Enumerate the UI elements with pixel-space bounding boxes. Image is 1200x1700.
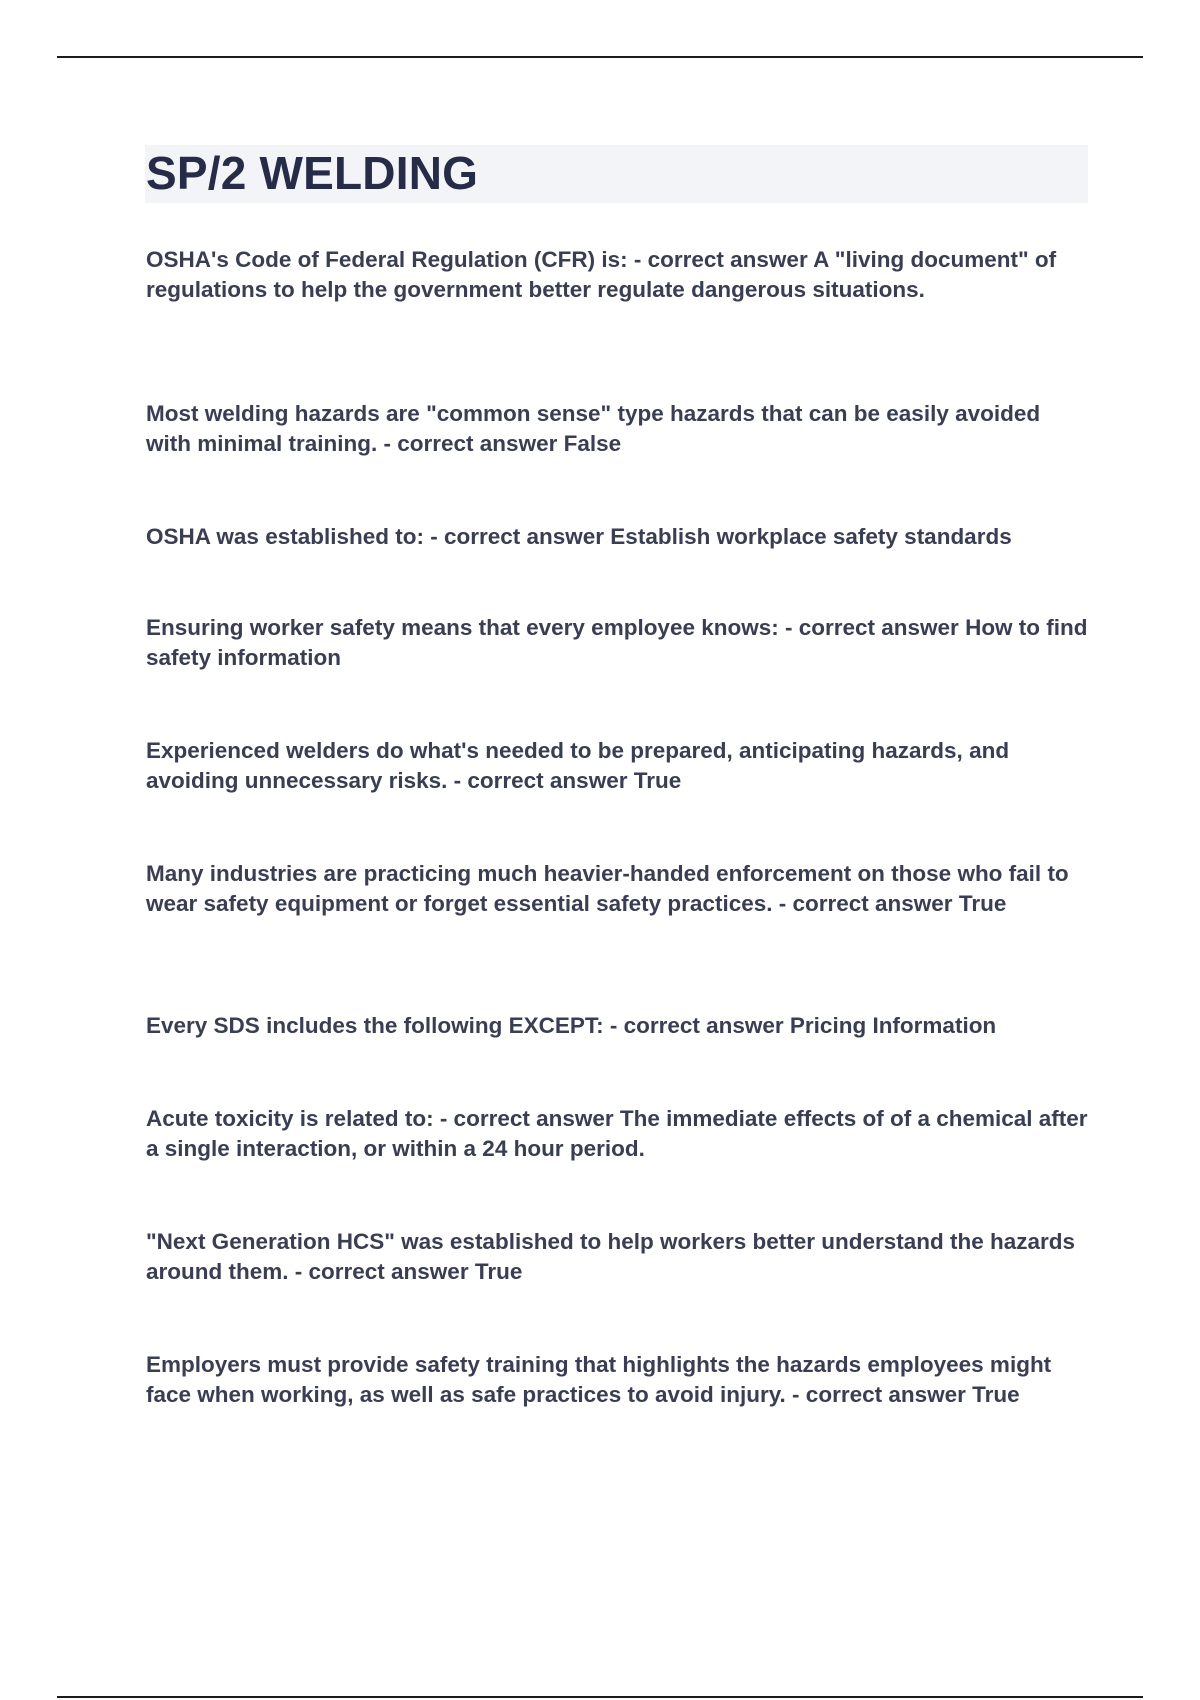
qa-item: Experienced welders do what's needed to be prepared, anticipating hazards, and avoiding unnecessary risks. - correct answer True bbox=[146, 738, 1010, 793]
qa-item: Ensuring worker safety means that every employee knows: - correct answer How to find safety information bbox=[146, 615, 1088, 670]
qa-item: Employers must provide safety training that highlights the hazards employees might face when working, as well as safe practices to avoid injury. - correct answer True bbox=[146, 1352, 1052, 1407]
qa-item: "Next Generation HCS" was established to help workers better understand the hazards around them. - correct answer True bbox=[146, 1229, 1076, 1284]
qa-item: Most welding hazards are "common sense" type hazards that can be easily avoided with minimal training. - correct answer False bbox=[146, 401, 1041, 456]
qa-item: Acute toxicity is related to: - correct answer The immediate effects of of a chemical after a single interaction, or within a 24 hour period. bbox=[146, 1106, 1088, 1161]
qa-item: Many industries are practicing much heavier-handed enforcement on those who fail to wear safety equipment or forget essential safety practices. - correct answer True bbox=[146, 861, 1069, 916]
top-divider bbox=[57, 56, 1143, 58]
qa-item: Every SDS includes the following EXCEPT: - correct answer Pricing Information bbox=[146, 1013, 997, 1038]
bottom-divider bbox=[57, 1696, 1143, 1698]
qa-item: OSHA was established to: - correct answer Establish workplace safety standards bbox=[146, 524, 1012, 549]
qa-item: OSHA's Code of Federal Regulation (CFR) is: - correct answer A "living document" of regulations to help the government better regulate dangerous situations. bbox=[146, 247, 1057, 302]
document-title: SP/2 WELDING bbox=[146, 147, 479, 199]
